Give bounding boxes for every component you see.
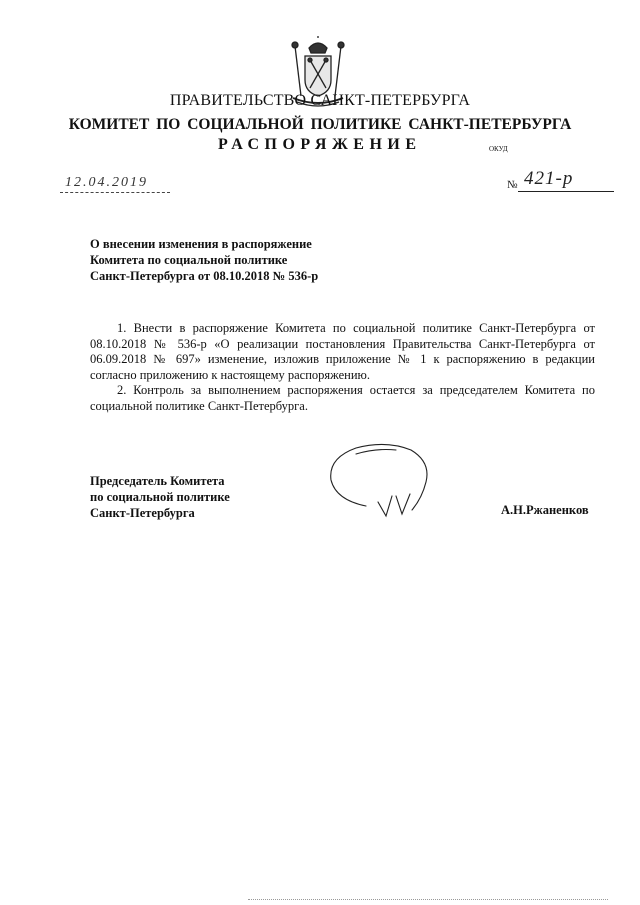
subject-line: Санкт-Петербурга от 08.10.2018 № 536-р (90, 269, 319, 283)
handwritten-number: 421-р (524, 168, 574, 189)
signer-title (90, 473, 230, 521)
government-title: ПРАВИТЕЛЬСТВО САНКТ-ПЕТЕРБУРГА (169, 92, 471, 109)
date-underline (60, 192, 170, 193)
signer-title-line: Санкт-Петербурга (90, 506, 195, 520)
signer-title-line: по социальной политике (90, 490, 230, 504)
handwritten-date: 12.04.2019 (65, 175, 148, 190)
body-paragraph: 1. Внести в распоряжение Комитета по социальной политике Санкт-Петербурга от 08.10.2018 № 536-р «О реализации постановления Правительства Санкт-Петербурга от 06.09.2018 № 697» изменение, изложив приложение № 1 к распоряжению в редакции согласно приложению к настоящему распоряжению. (90, 321, 595, 382)
body-paragraph: 2. Контроль за выполнением распоряжения остается за председателем Комитета по социальной политике Санкт-Петербурга. (90, 383, 595, 413)
okud-label: ОКУД (489, 145, 508, 153)
committee-title: КОМИТЕТ ПО СОЦИАЛЬНОЙ ПОЛИТИКЕ САНКТ-ПЕТЕРБУРГА (68, 116, 572, 133)
signer-name: А.Н.Ржаненков (501, 503, 589, 517)
document-subject (90, 236, 318, 284)
number-label: № (507, 179, 518, 191)
document-type-title: РАСПОРЯЖЕНИЕ (218, 136, 422, 153)
handwritten-signature (326, 440, 436, 522)
subject-line: О внесении изменения в распоряжение (90, 237, 312, 251)
footer-divider (248, 899, 608, 904)
subject-line: Комитета по социальной политике (90, 253, 288, 267)
number-underline (518, 191, 614, 192)
signer-title-line: Председатель Комитета (90, 474, 225, 488)
document-body (90, 321, 595, 414)
